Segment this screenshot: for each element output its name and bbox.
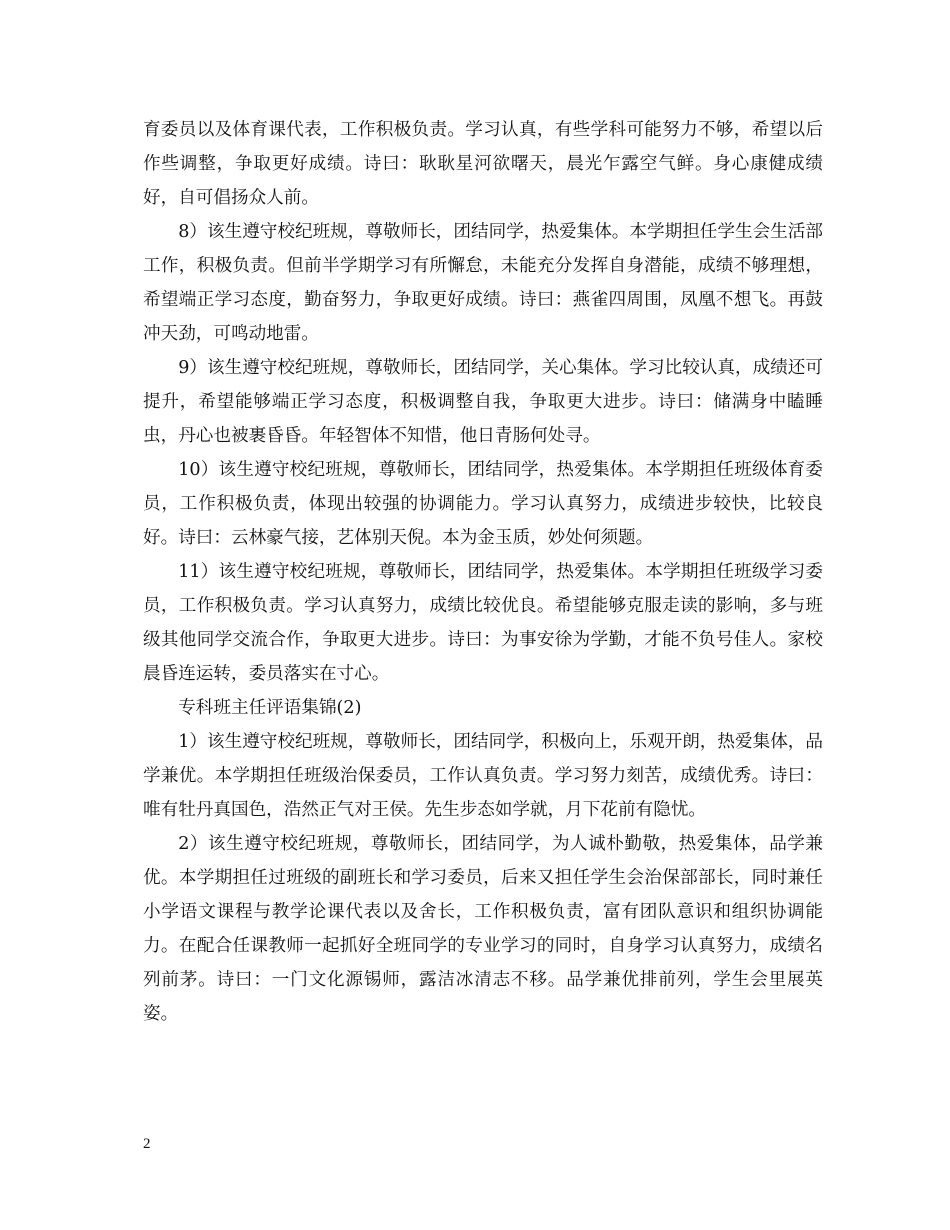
section-heading: 专科班主任评语集锦(2) bbox=[178, 698, 362, 718]
paragraph: 2）该生遵守校纪班规，尊敬师长，团结同学，为人诚朴勤敬，热爱集体，品学兼优。本学期担任过班级的副班长和学习委员，后来又担任学生会治保部部长，同时兼任小学语文课程与教学论课代表以及舍长，工作积极负责，富有团队意识和组织协调能力。在配合任课教师一起抓好全班同学的专业学习的同时，自身学习认真努力，成绩名列前茅。诗曰：一门文化源锡师，露洁冰清志不移。品学兼优排前列，学生会里展英姿。 bbox=[143, 834, 823, 1024]
document-body bbox=[143, 113, 823, 1031]
paragraph: 10）该生遵守校纪班规，尊敬师长，团结同学，热爱集体。本学期担任班级体育委员，工作积极负责，体现出较强的协调能力。学习认真努力，成绩进步较快，比较良好。诗曰：云林豪气接，艺体别天倪。本为金玉质，妙处何须题。 bbox=[143, 460, 823, 548]
page-number: 2 bbox=[143, 1136, 151, 1152]
paragraph: 1）该生遵守校纪班规，尊敬师长，团结同学，积极向上，乐观开朗，热爱集体，品学兼优。本学期担任班级治保委员，工作认真负责。学习努力刻苦，成绩优秀。诗曰：唯有牡丹真国色，浩然正气对王侯。先生步态如学就，月下花前有隐忧。 bbox=[143, 732, 823, 820]
paragraph: 8）该生遵守校纪班规，尊敬师长，团结同学，热爱集体。本学期担任学生会生活部工作，积极负责。但前半学期学习有所懈怠，未能充分发挥自身潜能，成绩不够理想，希望端正学习态度，勤奋努力，争取更好成绩。诗曰：燕雀四周围，凤凰不想飞。再鼓冲天劲，可鸣动地雷。 bbox=[143, 222, 823, 344]
paragraph: 11）该生遵守校纪班规，尊敬师长，团结同学，热爱集体。本学期担任班级学习委员，工作积极负责。学习认真努力，成绩比较优良。希望能够克服走读的影响，多与班级其他同学交流合作，争取更大进步。诗曰：为事安徐为学勤，才能不负号佳人。家校晨昏连运转，委员落实在寸心。 bbox=[143, 562, 823, 684]
paragraph: 育委员以及体育课代表，工作积极负责。学习认真，有些学科可能努力不够，希望以后作些调整，争取更好成绩。诗曰：耿耿星河欲曙天，晨光乍露空气鲜。身心康健成绩好，自可倡扬众人前。 bbox=[143, 120, 823, 208]
paragraph: 9）该生遵守校纪班规，尊敬师长，团结同学，关心集体。学习比较认真，成绩还可提升，希望能够端正学习态度，积极调整自我，争取更大进步。诗曰：储满身中瞌睡虫，丹心也被裹昏昏。年轻智体不知惜，他日青肠何处寻。 bbox=[143, 358, 823, 446]
